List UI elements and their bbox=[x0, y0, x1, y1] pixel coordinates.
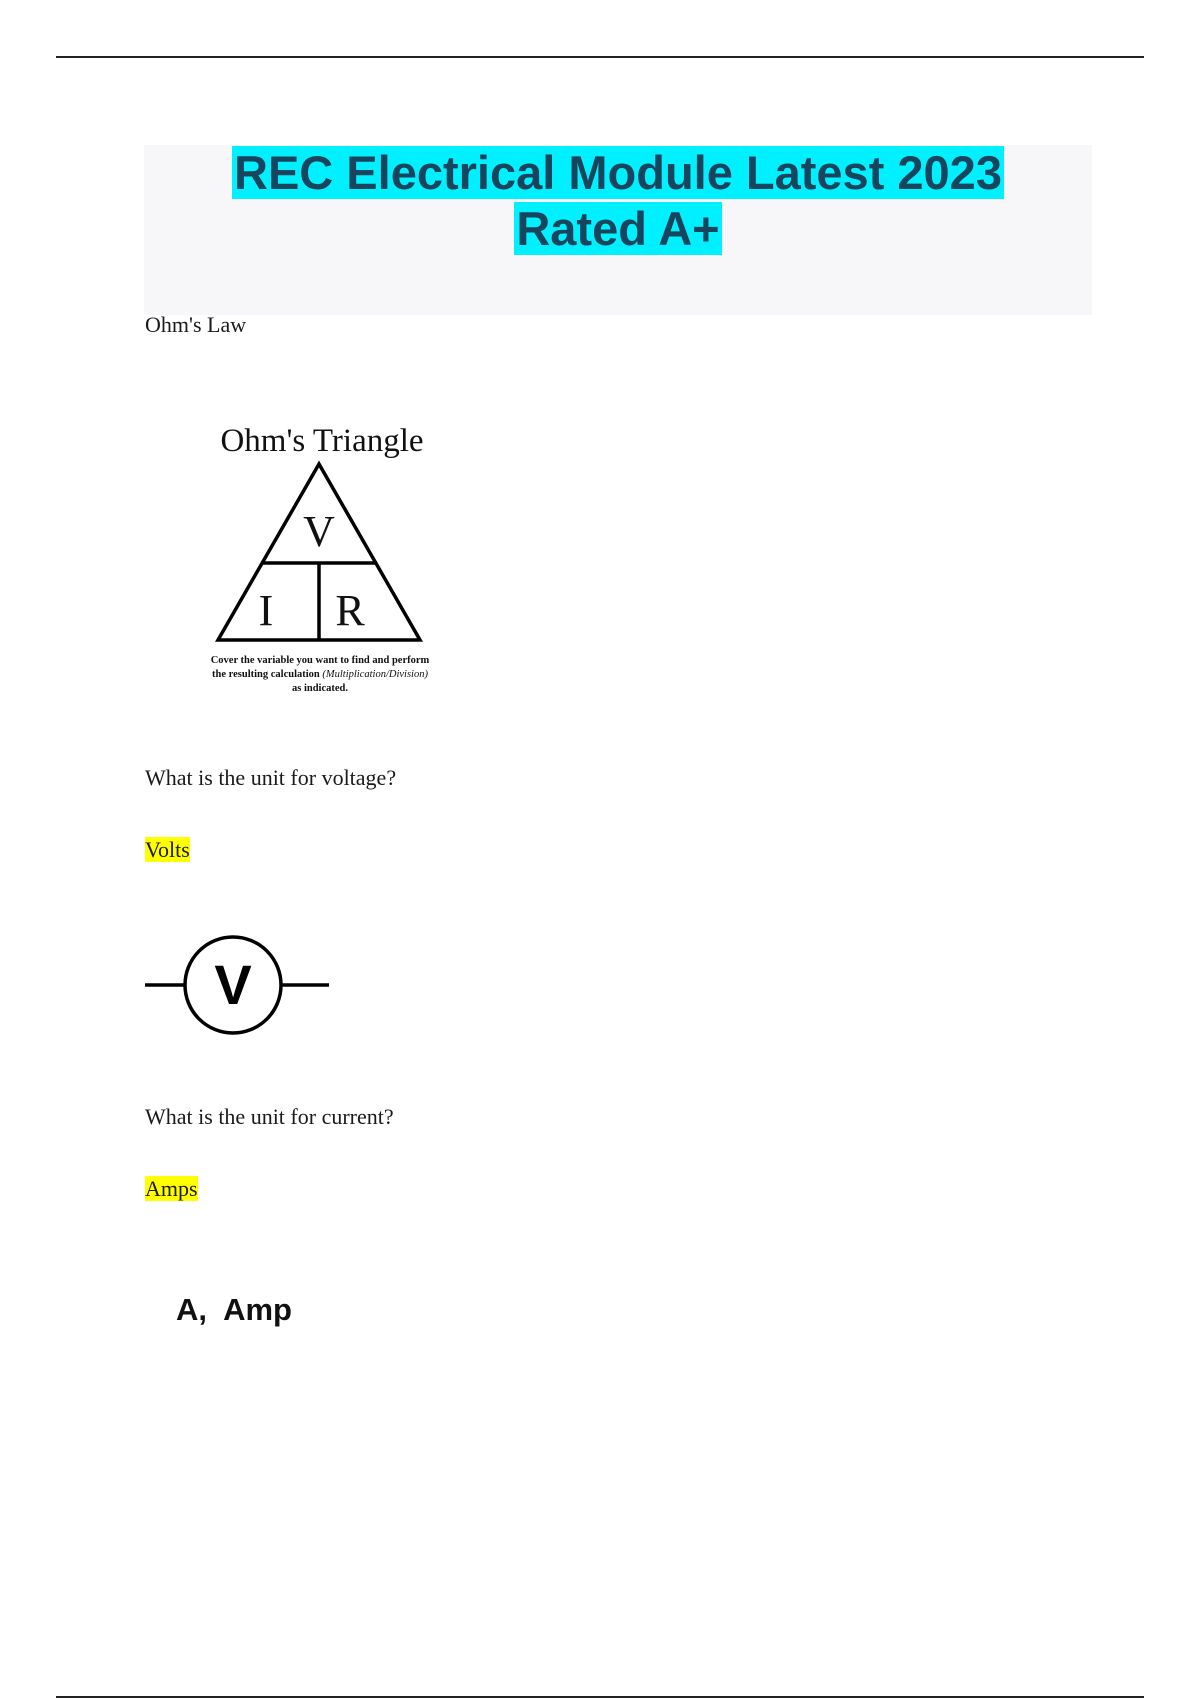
ohms-triangle-figure bbox=[180, 418, 470, 706]
triangle-label-v: V bbox=[303, 507, 335, 556]
document-title bbox=[144, 145, 1092, 257]
answer-current bbox=[145, 1176, 198, 1202]
title-banner bbox=[144, 145, 1092, 315]
answer-voltage bbox=[145, 837, 190, 863]
voltmeter-symbol bbox=[143, 932, 333, 1037]
ampere-symbol-label: A, Amp bbox=[176, 1292, 292, 1327]
answer-voltage-text: Volts bbox=[145, 837, 190, 862]
triangle-label-i: I bbox=[258, 586, 274, 635]
question-current: What is the unit for current? bbox=[145, 1104, 394, 1129]
section-heading: Ohm's Law bbox=[145, 312, 247, 337]
ampere-symbol-figure bbox=[176, 1290, 336, 1340]
header-rule bbox=[56, 56, 1144, 58]
answer-current-text: Amps bbox=[145, 1176, 198, 1201]
title-line-2: Rated A+ bbox=[516, 202, 720, 255]
triangle-caption-line-2-italic: (Multiplication/Division) bbox=[322, 669, 428, 680]
triangle-caption-line-1: Cover the variable you want to find and perform bbox=[210, 655, 430, 666]
question-voltage: What is the unit for voltage? bbox=[145, 765, 397, 790]
title-line-1: REC Electrical Module Latest 2023 bbox=[234, 146, 1002, 199]
footer-rule bbox=[56, 1696, 1144, 1698]
triangle-caption-line-2 bbox=[212, 669, 428, 680]
voltmeter-label: V bbox=[214, 953, 252, 1016]
triangle-caption-line-3: as indicated. bbox=[291, 683, 349, 694]
triangle-label-r: R bbox=[335, 586, 365, 635]
triangle-caption-line-2-plain: the resulting calculation bbox=[212, 669, 323, 680]
triangle-title: Ohm's Triangle bbox=[220, 423, 424, 459]
